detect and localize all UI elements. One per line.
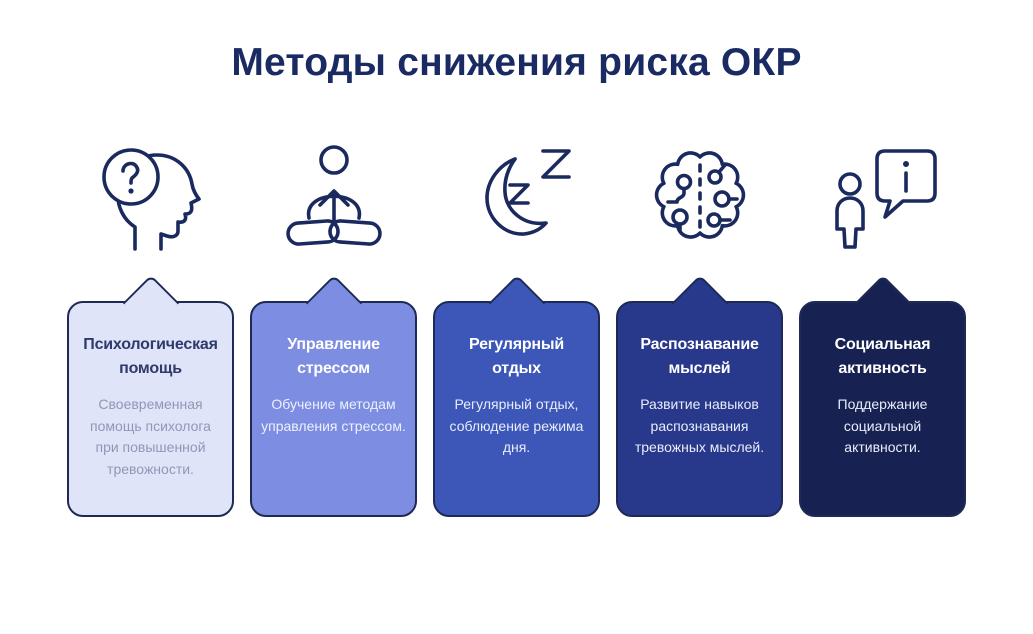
card-title: Социальная активность [834,335,931,377]
card-description: Своевременная помощь психолога при повышенной тревожности. [90,395,211,478]
card-pointer [671,274,728,331]
card-title: Управление стрессом [287,335,380,377]
card-pointer [854,274,911,331]
card-description: Обучение методам управления стрессом. [261,395,406,434]
card-description: Развитие навыков распознавания тревожных мыслей. [634,395,765,456]
card-pointer [305,274,362,331]
head-question-icon [67,131,234,259]
moon-zzz-icon [433,131,600,259]
method-column-regular-rest [433,113,600,517]
meditation-icon [250,131,417,259]
card-description: Регулярный отдых, соблюдение режима дня. [449,395,584,456]
method-card [250,301,417,517]
brain-circuit-icon [616,131,783,259]
card-description: Поддержание социальной активности. [837,395,928,456]
method-column-thought-recognition [616,113,783,517]
method-column-psychological-help [67,113,234,517]
card-title: Распознавание мыслей [640,335,759,377]
card-title: Регулярный отдых [469,335,564,377]
card-pointer [488,274,545,331]
card-title: Психологическая помощь [83,335,218,377]
method-card [433,301,600,517]
card-pointer [122,274,179,331]
method-card [67,301,234,517]
method-card [616,301,783,517]
method-column-stress-management [250,113,417,517]
page-title: Методы снижения риска ОКР [231,41,802,84]
infographic-canvas [0,38,1033,634]
method-card [799,301,966,517]
method-column-social-activity [799,113,966,517]
methods-row [0,113,1033,517]
person-info-icon [799,131,966,259]
